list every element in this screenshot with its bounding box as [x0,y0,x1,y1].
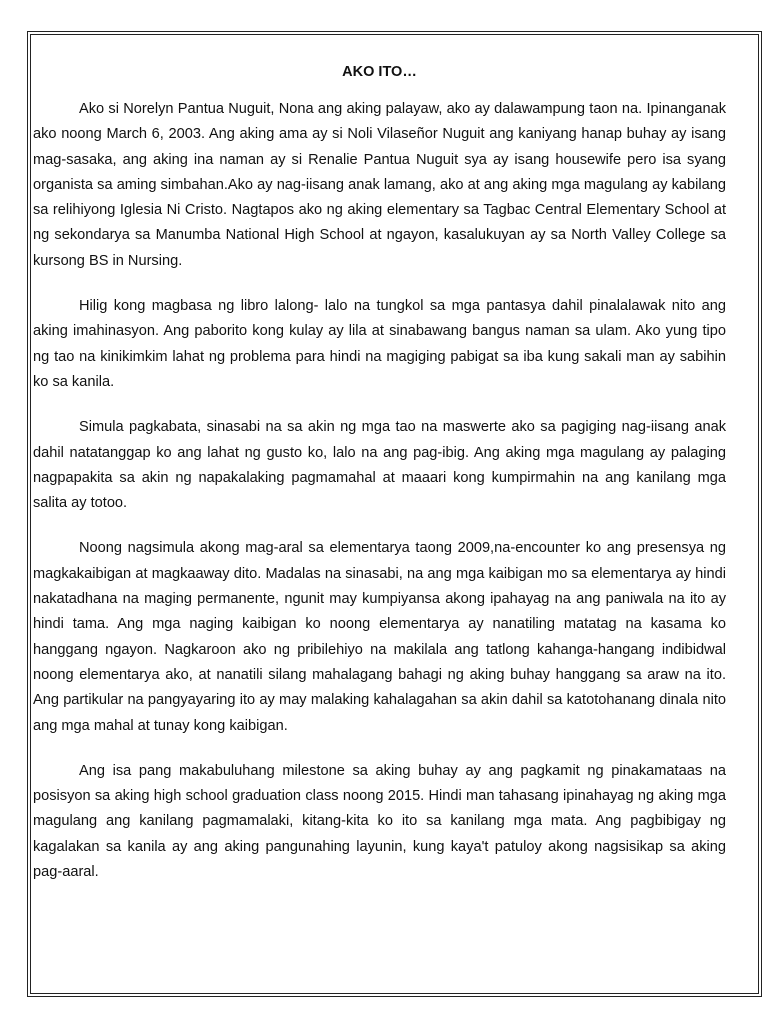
document-title: AKO ITO… [342,64,417,80]
paragraph-milestone: Ang isa pang makabuluhang milestone sa aking buhay ay ang pagkamit ng pinakamataas na posisyon sa aking high school graduation class noong 2015. Hindi man tahasang ipinahayag ng aking mga magulang ang kanilang pagmamalaki, kitang-kita ko ito sa kanilang mga mata. Ang pagbibigay ng kagalakan sa kanila ay ang aking pangunahing layunin, kung kaya't patuloy akong nagsisikap sa aking pag-aaral. [33,762,726,881]
document-body [33,60,726,905]
paragraph-intro: Ako si Norelyn Pantua Nuguit, Nona ang aking palayaw, ako ay dalawampung taon na. Ipinanganak ako noong March 6, 2003. Ang aking ama ay si Noli Vilaseñor Nuguit ang kaniyang hanap buhay ay isang mag-sasaka, ang aking ina naman ay si Renalie Pantua Nuguit sya ay isang housewife pero isa syang organista sa aming simbahan.Ako ay nag-iisang anak lamang, ako at ang aking mga magulang ay kabilang sa relihiyong Iglesia Ni Cristo. Nagtapos ako ng aking elementary sa Tagbac Central Elementary School at ng sekondarya sa Manumba National High School at ngayon, kasalukuyan ay sa North Valley College sa kursong BS in Nursing. [33,101,726,269]
paragraph-childhood: Simula pagkabata, sinasabi na sa akin ng mga tao na maswerte ako sa pagiging nag-iisang anak dahil natatanggap ko ang lahat ng gusto ko, lalo na ang pag-ibig. Ang aking mga magulang ay palaging nagpapakita sa akin ng napakalaking pagmamahal at maaari kong kumpirmahin na ang kanilang mga salita ay totoo. [33,419,726,512]
paragraph-hobbies: Hilig kong magbasa ng libro lalong- lalo na tungkol sa mga pantasya dahil pinalalawak nito ang aking imahinasyon. Ang paborito kong kulay ay lila at sinabawang bangus naman sa ulam. Ako yung tipo ng tao na kinikimkim lahat ng problema para hindi na magiging pabigat sa iba kung sakali man ay sabihin ko sa kanila. [33,298,726,390]
paragraph-elementary: Noong nagsimula akong mag-aral sa elementarya taong 2009,na-encounter ko ang presensya ng magkakaibigan at magkaaway dito. Madalas na sinasabi, na ang mga kaibigan mo sa elementarya ay hindi nakatadhana na maging permanente, ngunit may kumpiyansa akong ipahayag na ang paniwala na ito ay hindi tama. Ang mga naging kaibigan ko noong elementarya ay nanatiling matatag na kasama ko hanggang ngayon. Nagkaroon ako ng pribilehiyo na makilala ang tatlong kahanga-hangang indibidwal noong elementarya ako, at nanatili silang mahalagang bahagi ng aking buhay hanggang sa araw na ito. Ang partikular na pangyayaring ito ay may malaking kahalagahan sa akin dahil sa katotohanang dinala nito ang mga mahal at tunay kong kaibigan. [33,540,726,734]
